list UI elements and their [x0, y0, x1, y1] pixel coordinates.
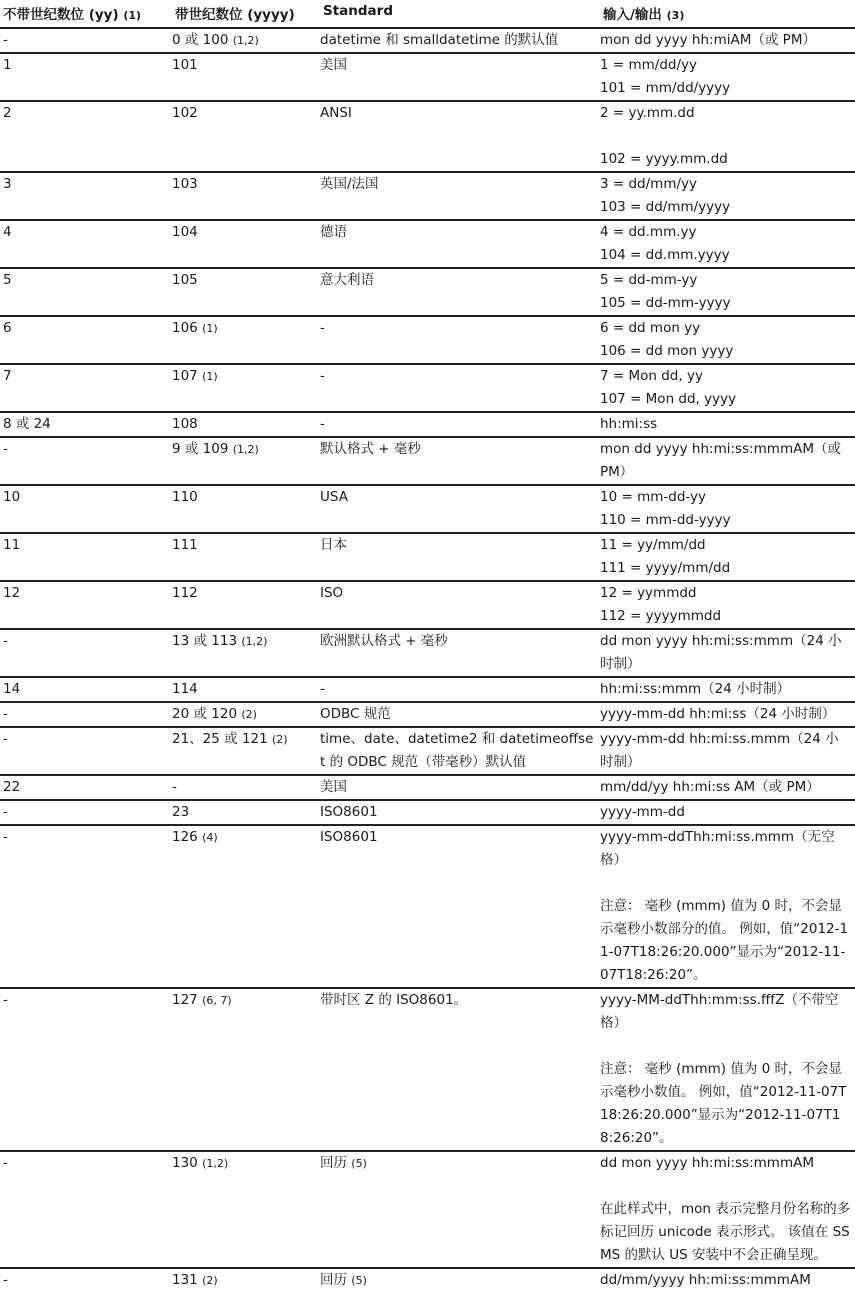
table-row	[0, 268, 855, 316]
standard-name: ANSI	[320, 105, 352, 121]
format-line: mm/dd/yy hh:mi:ss AM（或 PM）	[600, 779, 820, 795]
cell-input-output	[600, 775, 855, 800]
cell-standard	[320, 533, 600, 581]
cell-without-century: -	[0, 825, 172, 988]
cell-with-century	[172, 28, 320, 53]
cell-standard	[320, 101, 600, 172]
footnote-ref: (1)	[202, 370, 218, 383]
style-code: 126	[172, 829, 198, 845]
footnote-ref: (4)	[202, 831, 218, 844]
format-line: 2 = yy.mm.dd	[600, 105, 695, 121]
format-line: 104 = dd.mm.yyyy	[600, 247, 730, 263]
format-line: 101 = mm/dd/yyyy	[600, 80, 731, 96]
standard-name: 回历	[320, 1155, 347, 1171]
style-code: 23	[172, 804, 190, 820]
standard-name: datetime 和 smalldatetime 的默认值	[320, 32, 559, 48]
format-line: 111 = yyyy/mm/dd	[600, 560, 731, 576]
cell-without-century: 5	[0, 268, 172, 316]
header-standard: Standard	[320, 0, 600, 28]
cell-input-output	[600, 702, 855, 727]
style-code: 104	[172, 224, 198, 240]
table-row	[0, 581, 855, 629]
cell-with-century	[172, 629, 320, 677]
standard-name: 默认格式 + 毫秒	[320, 441, 421, 457]
table-row	[0, 677, 855, 702]
format-line: dd/mm/yyyy hh:mi:ss:mmmAM	[600, 1272, 811, 1288]
format-line: yyyy-mm-dd hh:mi:ss.mmm（24 小时制）	[600, 731, 839, 770]
format-line	[600, 872, 851, 895]
format-line: hh:mi:ss:mmm（24 小时制）	[600, 681, 791, 697]
cell-without-century: 1	[0, 53, 172, 101]
cell-input-output	[600, 268, 855, 316]
style-code: 106	[172, 320, 198, 336]
standard-name: 欧洲默认格式 + 毫秒	[320, 633, 448, 649]
standard-name: -	[320, 681, 325, 697]
cell-with-century	[172, 988, 320, 1151]
table-row	[0, 220, 855, 268]
cell-standard	[320, 581, 600, 629]
footnote-ref: (1,2)	[232, 443, 259, 456]
cell-without-century: -	[0, 437, 172, 485]
style-code: 20 或 120	[172, 706, 238, 722]
cell-standard	[320, 1268, 600, 1292]
format-line: 102 = yyyy.mm.dd	[600, 151, 728, 167]
cell-standard	[320, 727, 600, 775]
cell-without-century: 11	[0, 533, 172, 581]
footnote-ref: (1,2)	[241, 635, 268, 648]
standard-name: 英国/法国	[320, 176, 379, 192]
cell-with-century	[172, 268, 320, 316]
standard-name: -	[320, 368, 325, 384]
cell-standard	[320, 364, 600, 412]
cell-without-century: 14	[0, 677, 172, 702]
cell-standard	[320, 825, 600, 988]
cell-without-century: 6	[0, 316, 172, 364]
format-line: 103 = dd/mm/yyyy	[600, 199, 731, 215]
footnote-ref: (6, 7)	[202, 994, 232, 1007]
format-line	[600, 1035, 851, 1058]
footnote-ref: (2)	[241, 708, 257, 721]
cell-without-century: -	[0, 629, 172, 677]
style-code: 110	[172, 489, 198, 505]
standard-name: time、date、datetime2 和 datetimeoffset 的 ODBC 规范（带毫秒）默认值	[320, 731, 594, 770]
format-line: 3 = dd/mm/yy	[600, 176, 697, 192]
table-row	[0, 364, 855, 412]
table-row	[0, 412, 855, 437]
cell-with-century	[172, 727, 320, 775]
table-row	[0, 533, 855, 581]
cell-with-century	[172, 775, 320, 800]
format-line: mon dd yyyy hh:miAM（或 PM）	[600, 32, 816, 48]
cell-without-century: 22	[0, 775, 172, 800]
standard-name: 回历	[320, 1272, 347, 1288]
style-code: 0 或 100	[172, 32, 229, 48]
standard-name: ISO8601	[320, 829, 378, 845]
cell-standard	[320, 28, 600, 53]
header-input-output: 输入/输出 (3)	[600, 0, 855, 28]
cell-input-output	[600, 1268, 855, 1292]
style-code: 112	[172, 585, 198, 601]
table-row	[0, 825, 855, 988]
cell-without-century: 2	[0, 101, 172, 172]
standard-name: USA	[320, 489, 348, 505]
cell-without-century: -	[0, 727, 172, 775]
cell-standard	[320, 437, 600, 485]
cell-standard	[320, 485, 600, 533]
table-row	[0, 1151, 855, 1268]
style-code: 103	[172, 176, 198, 192]
cell-with-century	[172, 702, 320, 727]
cell-input-output	[600, 316, 855, 364]
cell-with-century	[172, 800, 320, 825]
cell-input-output	[600, 677, 855, 702]
cell-standard	[320, 775, 600, 800]
cell-input-output	[600, 364, 855, 412]
cell-input-output	[600, 412, 855, 437]
style-code: 105	[172, 272, 198, 288]
cell-standard	[320, 53, 600, 101]
format-line: yyyy-mm-ddThh:mi:ss.mmm（无空格）	[600, 829, 835, 868]
format-line: yyyy-mm-dd	[600, 804, 685, 820]
header-without-century: 不带世纪数位 (yy) (1)	[0, 0, 172, 28]
format-line: 112 = yyyymmdd	[600, 608, 722, 624]
style-code: 9 或 109	[172, 441, 229, 457]
cell-without-century: -	[0, 988, 172, 1151]
standard-name: -	[320, 416, 325, 432]
cell-input-output	[600, 727, 855, 775]
cell-input-output	[600, 101, 855, 172]
format-line: 6 = dd mon yy	[600, 320, 701, 336]
format-line: 在此样式中，mon 表示完整月份名称的多标记回历 unicode 表示形式。 该值在 SSMS 的默认 US 安装中不会正确呈现。	[600, 1201, 851, 1263]
table-row	[0, 775, 855, 800]
footnote-ref: (5)	[351, 1274, 367, 1287]
standard-name: 德语	[320, 224, 347, 240]
style-code: 131	[172, 1272, 198, 1288]
table-row	[0, 727, 855, 775]
format-line: yyyy-mm-dd hh:mi:ss（24 小时制）	[600, 706, 836, 722]
cell-with-century	[172, 533, 320, 581]
format-line: mon dd yyyy hh:mi:ss:mmmAM（或 PM）	[600, 441, 841, 480]
cell-input-output	[600, 800, 855, 825]
cell-with-century	[172, 172, 320, 220]
table-row	[0, 28, 855, 53]
format-line: 4 = dd.mm.yy	[600, 224, 697, 240]
cell-standard	[320, 677, 600, 702]
style-code: 107	[172, 368, 198, 384]
style-code: 114	[172, 681, 198, 697]
footnote-ref: (5)	[351, 1157, 367, 1170]
cell-without-century: 8 或 24	[0, 412, 172, 437]
cell-standard	[320, 1151, 600, 1268]
cell-with-century	[172, 825, 320, 988]
cell-input-output	[600, 988, 855, 1151]
standard-name: ODBC 规范	[320, 706, 391, 722]
cell-standard	[320, 316, 600, 364]
footnote-ref: (1,2)	[202, 1157, 229, 1170]
footnote-ref: (2)	[202, 1274, 218, 1287]
cell-with-century	[172, 364, 320, 412]
cell-standard	[320, 800, 600, 825]
cell-with-century	[172, 581, 320, 629]
cell-with-century	[172, 1151, 320, 1268]
format-line: 注意： 毫秒 (mmm) 值为 0 时，不会显示毫秒小数部分的值。 例如，值“2012-11-07T18:26:20.000”显示为“2012-11-07T18:26:20”。	[600, 898, 849, 983]
cell-with-century	[172, 1268, 320, 1292]
cell-without-century: -	[0, 800, 172, 825]
cell-without-century: -	[0, 702, 172, 727]
style-code: 130	[172, 1155, 198, 1171]
cell-standard	[320, 702, 600, 727]
standard-name: ISO8601	[320, 804, 378, 820]
cell-standard	[320, 988, 600, 1151]
cell-input-output	[600, 172, 855, 220]
style-code: 127	[172, 992, 198, 1008]
cell-input-output	[600, 220, 855, 268]
standard-name: 意大利语	[320, 272, 374, 288]
standard-name: 带时区 Z 的 ISO8601。	[320, 992, 468, 1008]
cell-with-century	[172, 53, 320, 101]
format-line: 12 = yymmdd	[600, 585, 697, 601]
standard-name: 美国	[320, 57, 347, 73]
cell-without-century: 10	[0, 485, 172, 533]
table-row	[0, 702, 855, 727]
format-line: hh:mi:ss	[600, 416, 658, 432]
cell-input-output	[600, 1151, 855, 1268]
cell-input-output	[600, 629, 855, 677]
style-code: 101	[172, 57, 198, 73]
cell-input-output	[600, 485, 855, 533]
cell-with-century	[172, 677, 320, 702]
cell-with-century	[172, 437, 320, 485]
cell-standard	[320, 220, 600, 268]
cell-input-output	[600, 581, 855, 629]
format-line	[600, 1175, 851, 1198]
format-line: 10 = mm-dd-yy	[600, 489, 706, 505]
cell-standard	[320, 172, 600, 220]
cell-input-output	[600, 53, 855, 101]
style-code: 111	[172, 537, 198, 553]
cell-without-century: -	[0, 28, 172, 53]
format-line: 11 = yy/mm/dd	[600, 537, 706, 553]
format-line: 7 = Mon dd, yy	[600, 368, 703, 384]
table-row	[0, 629, 855, 677]
standard-name: 美国	[320, 779, 347, 795]
footnote-ref: (1)	[202, 322, 218, 335]
table-row	[0, 316, 855, 364]
cell-without-century: 12	[0, 581, 172, 629]
table-row	[0, 485, 855, 533]
cell-with-century	[172, 412, 320, 437]
format-line: 110 = mm-dd-yyyy	[600, 512, 731, 528]
cell-standard	[320, 412, 600, 437]
footnote-ref: (2)	[272, 733, 288, 746]
cell-without-century: -	[0, 1151, 172, 1268]
style-code: 13 或 113	[172, 633, 238, 649]
standard-name: ISO	[320, 585, 344, 601]
table-row	[0, 53, 855, 101]
table-row	[0, 988, 855, 1151]
cell-without-century: 4	[0, 220, 172, 268]
format-line: 105 = dd-mm-yyyy	[600, 295, 731, 311]
format-line: 注意： 毫秒 (mmm) 值为 0 时，不会显示毫秒小数值。 例如，值“2012-11-07T18:26:20.000”显示为“2012-11-07T18:26:20”。	[600, 1061, 847, 1146]
cell-input-output	[600, 28, 855, 53]
cell-input-output	[600, 533, 855, 581]
format-line: 107 = Mon dd, yyyy	[600, 391, 737, 407]
format-line: yyyy-MM-ddThh:mm:ss.fffZ（不带空格）	[600, 992, 839, 1031]
cell-with-century	[172, 316, 320, 364]
table-row	[0, 172, 855, 220]
table-row	[0, 800, 855, 825]
table-row	[0, 437, 855, 485]
cell-with-century	[172, 220, 320, 268]
header-row	[0, 0, 855, 28]
cell-without-century: 3	[0, 172, 172, 220]
format-line: 1 = mm/dd/yy	[600, 57, 697, 73]
format-line: 5 = dd-mm-yy	[600, 272, 698, 288]
cell-input-output	[600, 825, 855, 988]
style-code: 102	[172, 105, 198, 121]
cell-without-century: 7	[0, 364, 172, 412]
cell-standard	[320, 268, 600, 316]
table-row	[0, 1268, 855, 1292]
cell-without-century: -	[3, 1272, 8, 1288]
style-code: 21、25 或 121	[172, 731, 268, 747]
standard-name: -	[320, 320, 325, 336]
cell-with-century	[172, 101, 320, 172]
style-code: -	[172, 779, 177, 795]
cell-input-output	[600, 437, 855, 485]
table-row	[0, 101, 855, 172]
format-line: 106 = dd mon yyyy	[600, 343, 734, 359]
style-code: 108	[172, 416, 198, 432]
standard-name: 日本	[320, 537, 347, 553]
header-with-century: 带世纪数位 (yyyy)	[172, 0, 320, 28]
cell-standard	[320, 629, 600, 677]
format-line	[600, 125, 851, 148]
footnote-ref: (1,2)	[232, 34, 259, 47]
format-line: dd mon yyyy hh:mi:ss:mmm（24 小时制）	[600, 633, 842, 672]
format-line: dd mon yyyy hh:mi:ss:mmmAM	[600, 1155, 814, 1171]
cell-with-century	[172, 485, 320, 533]
